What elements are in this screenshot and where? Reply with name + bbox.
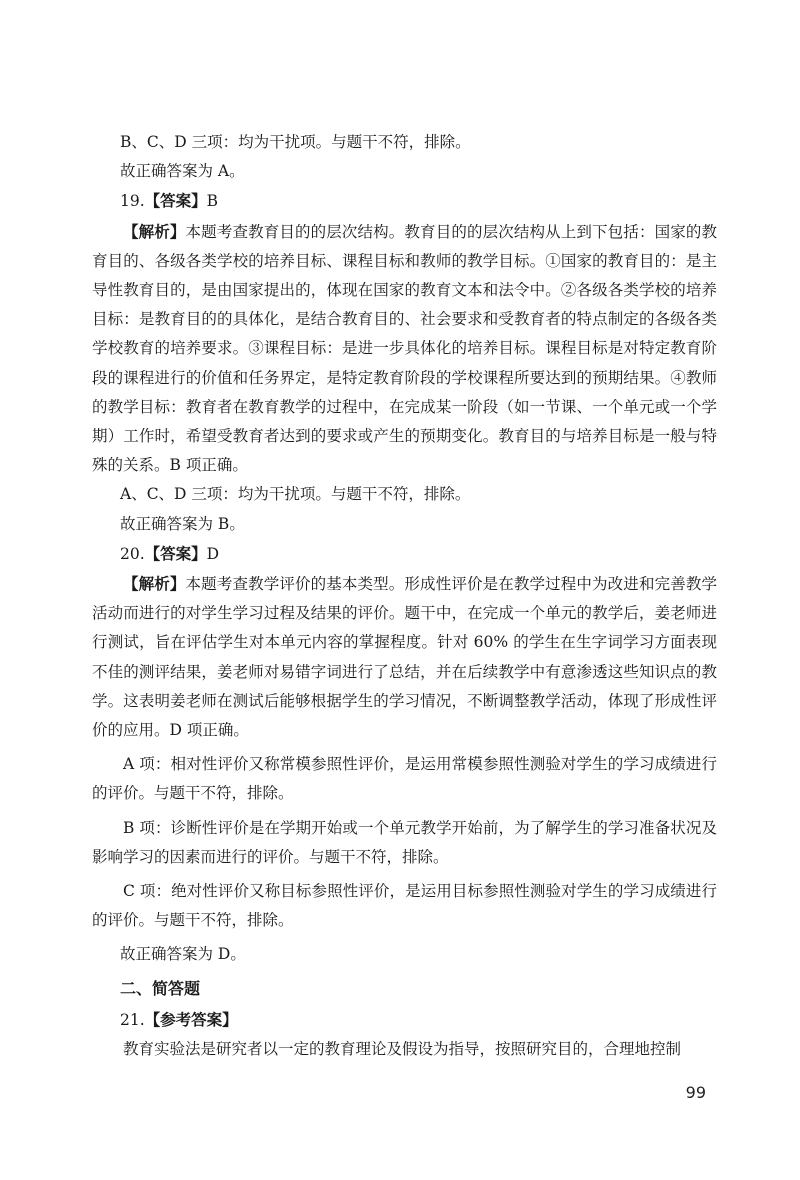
- q21-answer-line: [92, 1005, 717, 1035]
- q20-answer-tag: 【答案】: [144, 543, 207, 563]
- q19-answer-value: B: [206, 192, 219, 211]
- q18-bcd-line: B、C、D 三项：均为干扰项。与题干不符，排除。: [120, 133, 471, 151]
- section-heading: 二、简答题: [120, 978, 201, 998]
- q21-number: 21.: [120, 1010, 145, 1029]
- page-number: 99: [685, 1083, 706, 1102]
- q20-conclusion: 故正确答案为 D。: [120, 945, 246, 964]
- q20-analysis-tag: 【解析】: [123, 574, 186, 594]
- q21-text: 教育实验法是研究者以一定的教育理论及假设为指导，按照研究目的，合理地控制: [123, 1040, 682, 1059]
- q19-analysis-text: 本题考查教育目的的层次结构。教育目的的层次结构从上到下包括：国家的教育目的、各级各类学校的培养目标、课程目标和教师的教学目标。①国家的教育目的：是主导性教育目的，是由国家提出的，体现在国家的教育文本和法令中。②各级各类学校的培养目标：是教育目的的具体化，是结合教育目的、社会要求和受教育者的特点制定的各级各类学校教育的培养要求。③课程目标：是进一步具体化的培养目标。课程目标是对特定教育阶段的课程进行的价值和任务界定，是特定教育阶段的学校课程所要达到的预期结果。④教师的教学目标：教育者在教育教学的过程中，在完成某一阶段（如一节课、一个单元或一个学期）工作时，希望受教育者达到的要求或产生的预期变化。教育目的与培养目标是一般与特殊的关系。B 项正确。: [92, 222, 717, 475]
- q20-answer-line: [92, 539, 717, 569]
- q21-ref-tag: 【参考答案】: [144, 1009, 238, 1029]
- q20-option-a: A 项：相对性评价又称常模参照性评价，是运用常模参照性测验对学生的学习成绩进行的评价。与题干不符，排除。: [92, 755, 717, 803]
- q20-number: 20.: [120, 544, 145, 563]
- q19-analysis-tag: 【解析】: [123, 221, 186, 241]
- q19-number: 19.: [120, 192, 145, 211]
- q19-answer-line: [92, 186, 717, 216]
- q20-analysis: [92, 569, 717, 745]
- page-content: [92, 128, 717, 1064]
- q20-analysis-text: 本题考查教学评价的基本类型。形成性评价是在教学过程中为改进和完善教学活动而进行的对学生学习过程及结果的评价。题干中，在完成一个单元的教学后，姜老师进行测试，旨在评估学生对本单元内容的掌握程度。针对 60% 的学生在生字词学习方面表现不佳的测评结果，姜老师对易错字词进行了总结，并在后续教学中有意渗透这些知识点的教学。这表明姜老师在测试后能够根据学生的学习情况，不断调整教学活动，体现了形成性评价的应用。D 项正确。: [92, 575, 717, 740]
- q19-answer-tag: 【答案】: [144, 191, 207, 211]
- q18-conclusion: 故正确答案为 A。: [120, 162, 245, 181]
- q20-option-c: C 项：绝对性评价又称目标参照性评价，是运用目标参照性测验对学生的学习成绩进行的评价。与题干不符，排除。: [92, 882, 717, 930]
- q20-option-b: B 项：诊断性评价是在学期开始或一个单元教学开始前，为了解学生的学习准备状况及影响学习的因素而进行的评价。与题干不符，排除。: [92, 818, 717, 866]
- q19-acd-line: A、C、D 三项：均为干扰项。与题干不符，排除。: [120, 485, 471, 504]
- q19-conclusion: 故正确答案为 B。: [120, 514, 245, 533]
- q19-analysis: [92, 217, 717, 481]
- q20-answer-value: D: [206, 544, 220, 563]
